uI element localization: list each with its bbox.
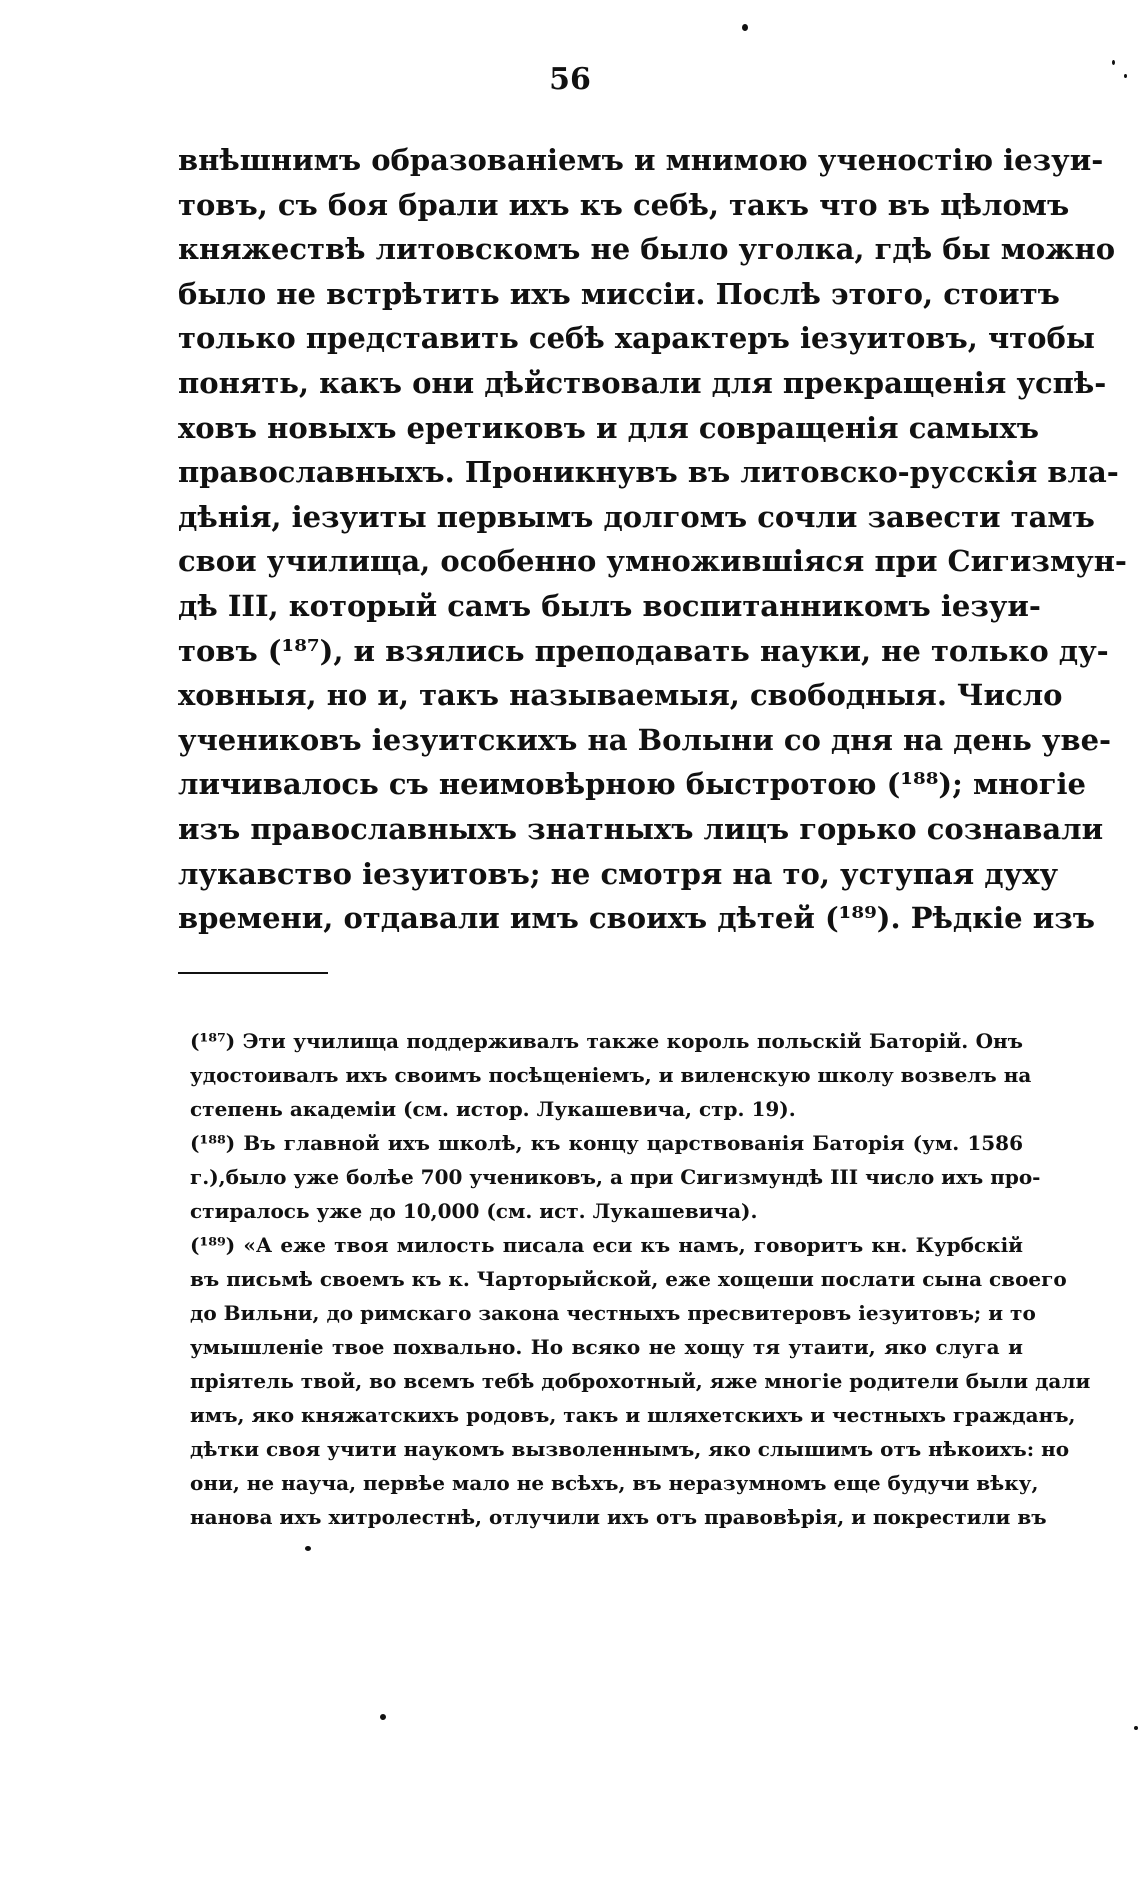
- scan-speck: [1124, 74, 1127, 78]
- footnotes: [190, 1024, 1091, 1534]
- main-text-line: учениковъ іезуитскихъ на Волыни со дня на день уве-: [178, 722, 1112, 757]
- main-text-line: понять, какъ они дѣйствовали для прекращенія успѣ-: [178, 365, 1107, 400]
- footnote-line: пріятель твой, во всемъ тебѣ доброхотный, яже многіе родители были дали: [190, 1369, 1091, 1393]
- scan-speck: [742, 24, 748, 31]
- footnote-line: (¹⁸⁸) Въ главной ихъ школѣ, къ концу царствованія Баторія (ум. 1586: [190, 1131, 1023, 1155]
- main-text-line: товъ, съ боя брали ихъ къ себѣ, такъ что въ цѣломъ: [178, 187, 1070, 222]
- footnote-separator-rule: [178, 972, 328, 974]
- footnote-line: они, не науча, первѣе мало не всѣхъ, въ неразумномъ еще будучи вѣку,: [190, 1471, 1039, 1495]
- main-text-line: православныхъ. Проникнувъ въ литовско-русскія вла-: [178, 455, 1119, 490]
- main-text-line: дѣнія, іезуиты первымъ долгомъ сочли завести тамъ: [178, 499, 1095, 534]
- scan-speck: [380, 1714, 386, 1720]
- footnote-line: (¹⁸⁹) «А еже твоя милость писала еси къ намъ, говоритъ кн. Курбскій: [190, 1233, 1023, 1257]
- main-text-line: княжествѣ литовскомъ не было уголка, гдѣ бы можно: [178, 232, 1116, 267]
- footnote-line: стиралось уже до 10,000 (см. ист. Лукашевича).: [190, 1199, 758, 1223]
- scan-speck: [305, 1546, 311, 1551]
- scan-speck: [1134, 1726, 1138, 1730]
- footnote-line: дѣтки своя учити наукомъ вызволеннымъ, яко слышимъ отъ нѣкоихъ: но: [190, 1437, 1070, 1461]
- main-text-line: дѣ III, который самъ былъ воспитанникомъ іезуи-: [178, 588, 1041, 623]
- scan-speck: [1112, 60, 1115, 65]
- footnote-line: умышленіе твое похвально. Но всяко не хощу тя утаити, яко слуга и: [190, 1335, 1023, 1359]
- main-text-line: товъ (¹⁸⁷), и взялись преподавать науки, не только ду-: [178, 633, 1109, 668]
- footnote-line: степень академіи (см. истор. Лукашевича, стр. 19).: [190, 1097, 796, 1121]
- main-text-line: изъ православныхъ знатныхъ лицъ горько сознавали: [178, 811, 1104, 846]
- main-text-line: времени, отдавали имъ своихъ дѣтей (¹⁸⁹). Рѣдкіе изъ: [178, 901, 1095, 936]
- main-text-line: внѣшнимъ образованіемъ и мнимою ученостію іезуи-: [178, 143, 1104, 177]
- main-text-line: ховъ новыхъ еретиковъ и для совращенія самыхъ: [178, 410, 1039, 445]
- footnote-line: до Вильни, до римскаго закона честныхъ пресвитеровъ іезуитовъ; и то: [190, 1301, 1036, 1325]
- page-number: 56: [549, 62, 591, 97]
- main-text-line: ховныя, но и, такъ называемыя, свободныя. Число: [178, 678, 1063, 713]
- footnote-188: [190, 1126, 1041, 1228]
- footnote-187: [190, 1024, 1032, 1126]
- main-text-line: было не встрѣтить ихъ миссіи. Послѣ этого, стоитъ: [178, 276, 1060, 311]
- footnote-line: въ письмѣ своемъ къ к. Чарторыйской, еже хощеши послати сына своего: [190, 1267, 1067, 1291]
- footnote-line: г.),было уже болѣе 700 учениковъ, а при Сигизмундѣ III число ихъ про-: [190, 1165, 1041, 1189]
- footnote-line: (¹⁸⁷) Эти училища поддерживалъ также король польскій Баторій. Онъ: [190, 1029, 1023, 1053]
- main-text-line: свои училища, особенно умножившіяся при Сигизмун-: [178, 544, 1127, 579]
- footnote-line: нанова ихъ хитролестнѣ, отлучили ихъ отъ правовѣрія, и покрестили въ: [190, 1505, 1047, 1529]
- footnote-line: удостоивалъ ихъ своимъ посѣщеніемъ, и виленскую школу возвелъ на: [190, 1063, 1032, 1087]
- footnote-line: имъ, яко княжатскихъ родовъ, такъ и шляхетскихъ и честныхъ гражданъ,: [190, 1403, 1076, 1427]
- main-text-line: только представить себѣ характеръ іезуитовъ, чтобы: [178, 321, 1095, 356]
- footnote-189: [190, 1228, 1091, 1534]
- main-text: [178, 138, 1127, 941]
- main-text-line: личивалось съ неимовѣрною быстротою (¹⁸⁸); многіе: [178, 767, 1086, 802]
- main-text-line: лукавство іезуитовъ; не смотря на то, уступая духу: [178, 856, 1059, 891]
